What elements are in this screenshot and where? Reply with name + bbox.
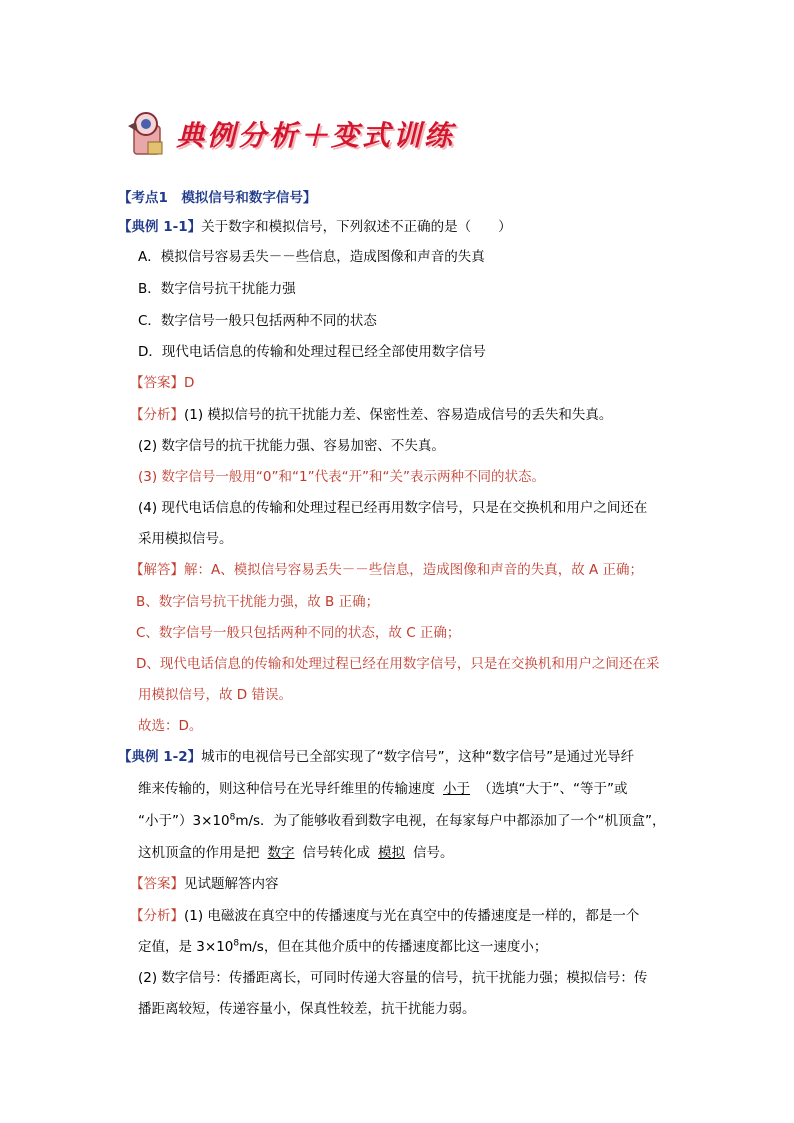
question-text: 城市的电视信号已全部实现了“数字信号”，这种“数字信号”是通过光导纤 — [201, 749, 635, 765]
solution-line-1 — [130, 560, 643, 580]
question-text: 维来传输的，则这种信号在光导纤维里的传输速度 — [138, 781, 435, 797]
analysis-tag: 【分析】 — [130, 908, 184, 924]
exponent: 8 — [233, 938, 240, 949]
answer-value: D — [184, 375, 195, 391]
analysis-text: (1) 模拟信号的抗干扰能力差、保密性差、容易造成信号的丢失和失真。 — [184, 407, 613, 423]
analysis-line-3: (3) 数字信号一般用“0”和“1”代表“开”和“关”表示两种不同的状态。 — [138, 469, 546, 485]
question-text: （选填“大于”、“等于”或 — [478, 781, 628, 797]
solution-line-3: C、数字信号一般只包括两种不同的状态，故 C 正确； — [136, 625, 461, 641]
solution-line-4: D、现代电话信息的传输和处理过程已经在用数字信号，只是在交换机和用户之间还在采 — [136, 656, 660, 672]
answer-blank-3: 模拟 — [378, 845, 405, 861]
analysis-1-2-line-1 — [130, 906, 639, 926]
answer-tag: 【答案】 — [130, 375, 184, 391]
answer-blank-1: 小于 — [443, 781, 470, 797]
solution-line-6: 故选：D。 — [138, 718, 203, 734]
question-text: m/s．为了能够收看到数字电视，在每家每户中都添加了一个“机顶盒”， — [235, 813, 666, 829]
option-a: A．模拟信号容易丢失－－些信息，造成图像和声音的失真 — [138, 249, 485, 265]
analysis-text: 定值，是 3×10 — [138, 939, 234, 955]
question-text: “小于”）3×10 — [138, 813, 230, 829]
analysis-1-2-line-3: (2) 数字信号：传播距离长，可同时传递大容量的信号，抗干扰能力强；模拟信号：传 — [138, 970, 648, 986]
solution-tag: 【解答】 — [130, 562, 184, 578]
analysis-line-4: (4) 现代电话信息的传输和处理过程已经再用数字信号，只是在交换机和用户之间还在 — [138, 500, 648, 516]
analysis-line-2: (2) 数字信号的抗干扰能力强、容易加密、不失真。 — [138, 438, 445, 454]
example-1-2-line-1 — [118, 747, 634, 767]
solution-text: 解：A、模拟信号容易丢失－－些信息，造成图像和声音的失真，故 A 正确； — [184, 562, 644, 578]
solution-line-5: 用模拟信号，故 D 错误。 — [138, 687, 292, 703]
answer-tag: 【答案】 — [130, 876, 184, 892]
example-tag: 【典例 1-2】 — [118, 749, 202, 765]
option-c: C．数字信号一般只包括两种不同的状态 — [138, 313, 377, 329]
option-d: D．现代电话信息的传输和处理过程已经全部使用数字信号 — [138, 344, 486, 360]
example-tag: 【典例 1-1】 — [118, 219, 202, 235]
scroll-emblem-icon — [126, 112, 170, 158]
section-heading: 【考点1 模拟信号和数字信号】 — [118, 190, 317, 206]
analysis-1-2-line-2 — [138, 937, 547, 957]
question-text: 这机顶盒的作用是把 — [138, 845, 260, 861]
analysis-tag: 【分析】 — [130, 407, 184, 423]
question-text: 信号。 — [413, 845, 454, 861]
section-banner — [126, 108, 466, 160]
example-1-2-line-4 — [138, 843, 454, 863]
analysis-text: (1) 电磁波在真空中的传播速度与光在真空中的传播速度是一样的，都是一个 — [184, 908, 640, 924]
answer-blank-2: 数字 — [267, 845, 295, 861]
solution-line-2: B、数字信号抗干扰能力强，故 B 正确； — [136, 594, 380, 610]
example-1-1-question — [118, 217, 512, 237]
option-b: B．数字信号抗干扰能力强 — [138, 281, 296, 297]
example-1-2-line-2 — [138, 779, 627, 799]
banner-title: 典例分析＋变式训练 — [176, 119, 456, 152]
analysis-line-5: 采用模拟信号。 — [138, 531, 233, 547]
question-text: 关于数字和模拟信号，下列叙述不正确的是（ ） — [201, 219, 512, 235]
answer-value: 见试题解答内容 — [184, 876, 279, 892]
question-text: 信号转化成 — [302, 845, 370, 861]
analysis-text: m/s，但在其他介质中的传播速度都比这一速度小； — [239, 939, 548, 955]
example-1-2-line-3 — [138, 811, 666, 831]
analysis-line-1 — [130, 405, 612, 425]
answer-1-2 — [130, 874, 279, 894]
answer-1-1 — [130, 373, 194, 393]
exponent: 8 — [229, 812, 236, 823]
analysis-1-2-line-4: 播距离较短，传递容量小，保真性较差，抗干扰能力弱。 — [138, 1001, 476, 1017]
